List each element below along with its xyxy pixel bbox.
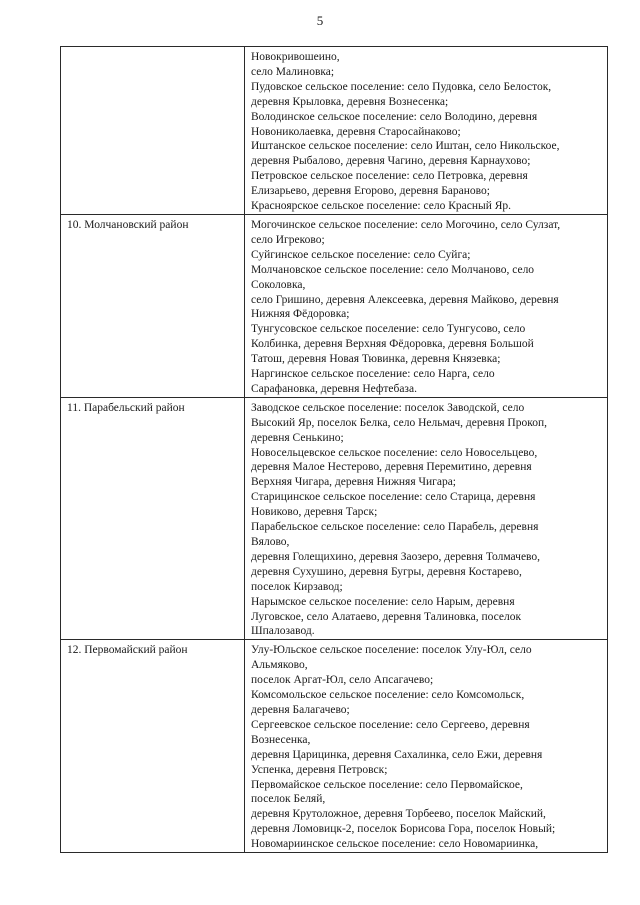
- settlement-line: деревня Ломовицк-2, поселок Борисова Гора, поселок Новый;: [251, 823, 556, 836]
- settlement-line: Пудовское сельское поселение: село Пудовка, село Белосток,: [251, 80, 552, 93]
- settlement-line: деревня Рыбалово, деревня Чагино, деревня Карнаухово;: [251, 155, 531, 168]
- settlements-cell: [245, 47, 608, 215]
- settlement-line: Наргинское сельское поселение: село Нарга, село: [251, 368, 495, 381]
- settlement-line: Высокий Яр, поселок Белка, село Нельмач, деревня Прокоп,: [251, 416, 548, 429]
- settlement-line: Шпалозавод.: [251, 625, 315, 638]
- settlement-line: поселок Кирзавод;: [251, 580, 343, 593]
- settlement-line: Елизарьево, деревня Егорово, деревня Бараново;: [251, 185, 490, 198]
- settlement-line: село Гришино, деревня Алексеевка, деревня Майково, деревня: [251, 293, 559, 306]
- settlement-line: Луговское, село Алатаево, деревня Талиновка, поселок: [251, 610, 522, 623]
- district-row: [61, 214, 608, 397]
- page-number: 5: [316, 13, 324, 28]
- settlement-line: Петровское сельское поселение: село Петровка, деревня: [251, 170, 528, 183]
- settlement-line: поселок Беляй,: [251, 793, 326, 806]
- settlement-line: Красноярское сельское поселение: село Красный Яр.: [251, 200, 512, 213]
- settlement-line: Первомайское сельское поселение: село Первомайское,: [251, 778, 523, 791]
- settlement-line: поселок Аргат-Юл, село Апсагачево;: [251, 674, 434, 687]
- settlement-line: Молчановское сельское поселение: село Молчаново, село: [251, 263, 535, 276]
- district-row: [61, 47, 608, 215]
- settlement-line: деревня Сухушино, деревня Бугры, деревня Костарево,: [251, 565, 522, 578]
- settlement-line: Альмяково,: [251, 659, 308, 672]
- settlement-line: деревня Царицинка, деревня Сахалинка, село Ежи, деревня: [251, 748, 543, 761]
- settlements-list: [245, 640, 607, 852]
- settlement-line: Новосельцевское сельское поселение: село Новосельцево,: [251, 446, 538, 459]
- district-cell: [61, 640, 245, 853]
- district-name: 11. Парабельский район: [67, 401, 185, 414]
- settlement-line: село Малиновка;: [251, 65, 335, 78]
- settlement-line: Татош, деревня Новая Тювинка, деревня Князевка;: [251, 353, 501, 366]
- settlement-line: деревня Крыловка, деревня Вознесенка;: [251, 95, 449, 108]
- districts-table: [60, 46, 608, 853]
- settlement-line: деревня Балагачево;: [251, 703, 350, 716]
- settlement-line: Колбинка, деревня Верхняя Фёдоровка, деревня Большой: [251, 338, 534, 351]
- settlement-line: Соколовка,: [251, 278, 306, 291]
- settlement-line: Вялово,: [251, 536, 290, 548]
- district-name: 10. Молчановский район: [67, 218, 189, 231]
- district-cell: [61, 397, 245, 640]
- settlement-line: Сарафановка, деревня Нефтебаза.: [251, 382, 417, 395]
- settlement-line: Могочинское сельское поселение: село Могочино, село Сулзат,: [251, 218, 561, 231]
- settlement-line: Сергеевское сельское поселение: село Сергеево, деревня: [251, 718, 530, 731]
- settlement-line: село Игреково;: [251, 233, 325, 246]
- settlement-line: Улу-Юльское сельское поселение: поселок Улу-Юл, село: [251, 644, 532, 657]
- settlement-line: Заводское сельское поселение: поселок Заводской, село: [251, 401, 525, 414]
- settlement-line: деревня Крутоложное, деревня Торбеево, поселок Майский,: [251, 808, 546, 821]
- district-row: [61, 397, 608, 640]
- district-cell: [61, 214, 245, 397]
- settlement-line: деревня Голещихино, деревня Заозеро, деревня Толмачево,: [251, 550, 541, 563]
- districts-table-body: [61, 47, 608, 853]
- settlements-list: [245, 47, 607, 214]
- settlement-line: Парабельское сельское поселение: село Парабель, деревня: [251, 521, 539, 534]
- settlement-line: деревня Сенькино;: [251, 431, 344, 444]
- settlements-cell: [245, 640, 608, 853]
- district-name: [61, 47, 244, 53]
- settlement-line: Комсомольское сельское поселение: село Комсомольск,: [251, 689, 525, 702]
- settlements-list: [245, 398, 607, 640]
- settlement-line: Старицинское сельское поселение: село Старица, деревня: [251, 491, 536, 504]
- settlement-line: Новониколаевка, деревня Старосайнаково;: [251, 125, 461, 138]
- settlement-line: Нарымское сельское поселение: село Нарым, деревня: [251, 595, 515, 608]
- settlement-line: деревня Малое Нестерово, деревня Перемитино, деревня: [251, 461, 532, 474]
- district-name: 12. Первомайский район: [67, 644, 188, 657]
- settlements-cell: [245, 397, 608, 640]
- settlement-line: Суйгинское сельское поселение: село Суйга;: [251, 248, 471, 261]
- settlement-line: Вознесенка,: [251, 733, 311, 746]
- settlement-line: Новомариинское сельское поселение: село Новомариинка,: [251, 838, 539, 851]
- settlement-line: Иштанское сельское поселение: село Иштан, село Никольское,: [251, 140, 560, 153]
- settlement-line: Новиково, деревня Тарск;: [251, 506, 378, 519]
- settlement-line: Верхняя Чигара, деревня Нижняя Чигара;: [251, 476, 457, 489]
- settlements-list: [245, 215, 607, 397]
- settlement-line: Нижняя Фёдоровка;: [251, 308, 350, 321]
- district-cell: [61, 47, 245, 215]
- settlement-line: Володинское сельское поселение: село Володино, деревня: [251, 110, 538, 123]
- settlements-cell: [245, 214, 608, 397]
- settlement-line: Новокривошеино,: [251, 51, 340, 63]
- district-row: [61, 640, 608, 853]
- settlement-line: Успенка, деревня Петровск;: [251, 763, 388, 776]
- settlement-line: Тунгусовское сельское поселение: село Тунгусово, село: [251, 323, 526, 336]
